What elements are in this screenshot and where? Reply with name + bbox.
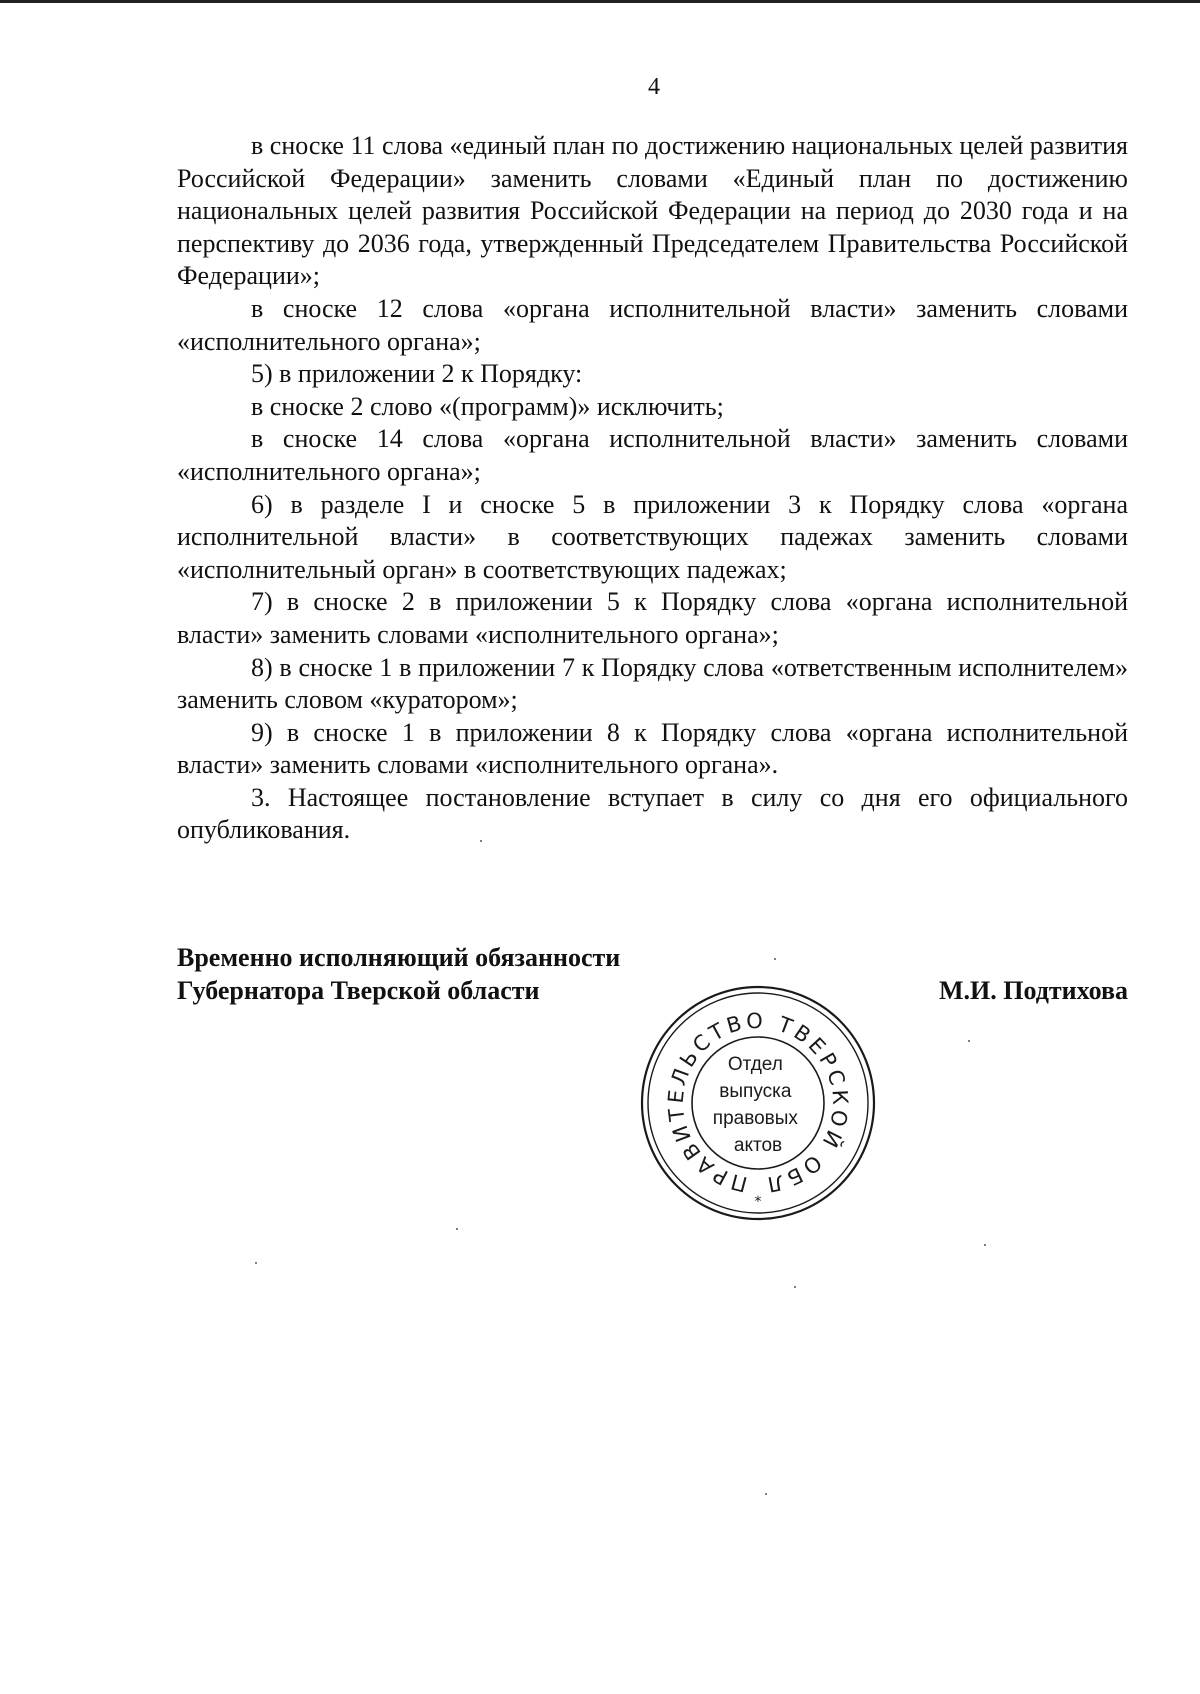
scan-speck [984,1244,986,1246]
scan-speck [765,1493,767,1495]
paragraph: 3. Настоящее постановление вступает в силу со дня его официального опубликования. [177,782,1128,845]
stamp-seal-graphic [640,985,876,1221]
page-number: 4 [648,74,660,100]
scan-speck [794,1286,796,1288]
official-stamp [640,985,876,1221]
document-body [177,130,1128,847]
paragraph: 6) в разделе I и сноске 5 в приложении 3 к Порядку слова «органа исполнительной власти» в соответствующих падежах заменить словами «исполнительный орган» в соответствующих падежах; [177,489,1128,584]
scan-speck [968,1040,970,1042]
signatory-name: М.И. Подтихова [938,976,1128,1005]
paragraph: в сноске 11 слова «единый план по достижению национальных целей развития Российской Федерации» заменить словами «Единый план по достижению национальных целей развития Российской Федерации на период до 2030 года и на перспективу до 2036 года, утвержденный Председателем Правительства Российской Федерации»; [177,131,1128,291]
paragraph: 8) в сноске 1 в приложении 7 к Порядку слова «ответственным исполнителем» заменить словом «куратором»; [177,652,1128,715]
paragraph: 7) в сноске 2 в приложении 5 к Порядку слова «органа исполнительной власти» заменить словами «исполнительного органа»; [177,587,1128,649]
stamp-mark: * [754,1194,762,1210]
paragraph: 5) в приложении 2 к Порядку: [251,359,583,389]
paragraph: в сноске 2 слово «(программ)» исключить; [251,391,724,421]
scan-speck [255,1262,257,1264]
stamp-ring-text: ПРАВИТЕЛЬСТВО ТВЕРСКОЙ ОБЛ [663,1008,853,1198]
scan-speck [480,840,482,842]
scan-speck [774,958,776,960]
scan-speck [456,1228,458,1230]
paragraph: в сноске 12 слова «органа исполнительной власти» заменить словами «исполнительного органа»; [177,293,1128,356]
scan-top-edge [0,0,1200,3]
stamp-center-text: Отдел выпуска правовых актов [712,1054,798,1156]
signatory-position-line-2: Губернатора Тверской области [177,976,540,1005]
paragraph: 9) в сноске 1 в приложении 8 к Порядку слова «органа исполнительной власти» заменить словами «исполнительного органа». [177,717,1128,780]
signatory-position-line-1: Временно исполняющий обязанности [177,943,621,972]
paragraph: в сноске 14 слова «органа исполнительной власти» заменить словами «исполнительного органа»; [177,424,1128,486]
